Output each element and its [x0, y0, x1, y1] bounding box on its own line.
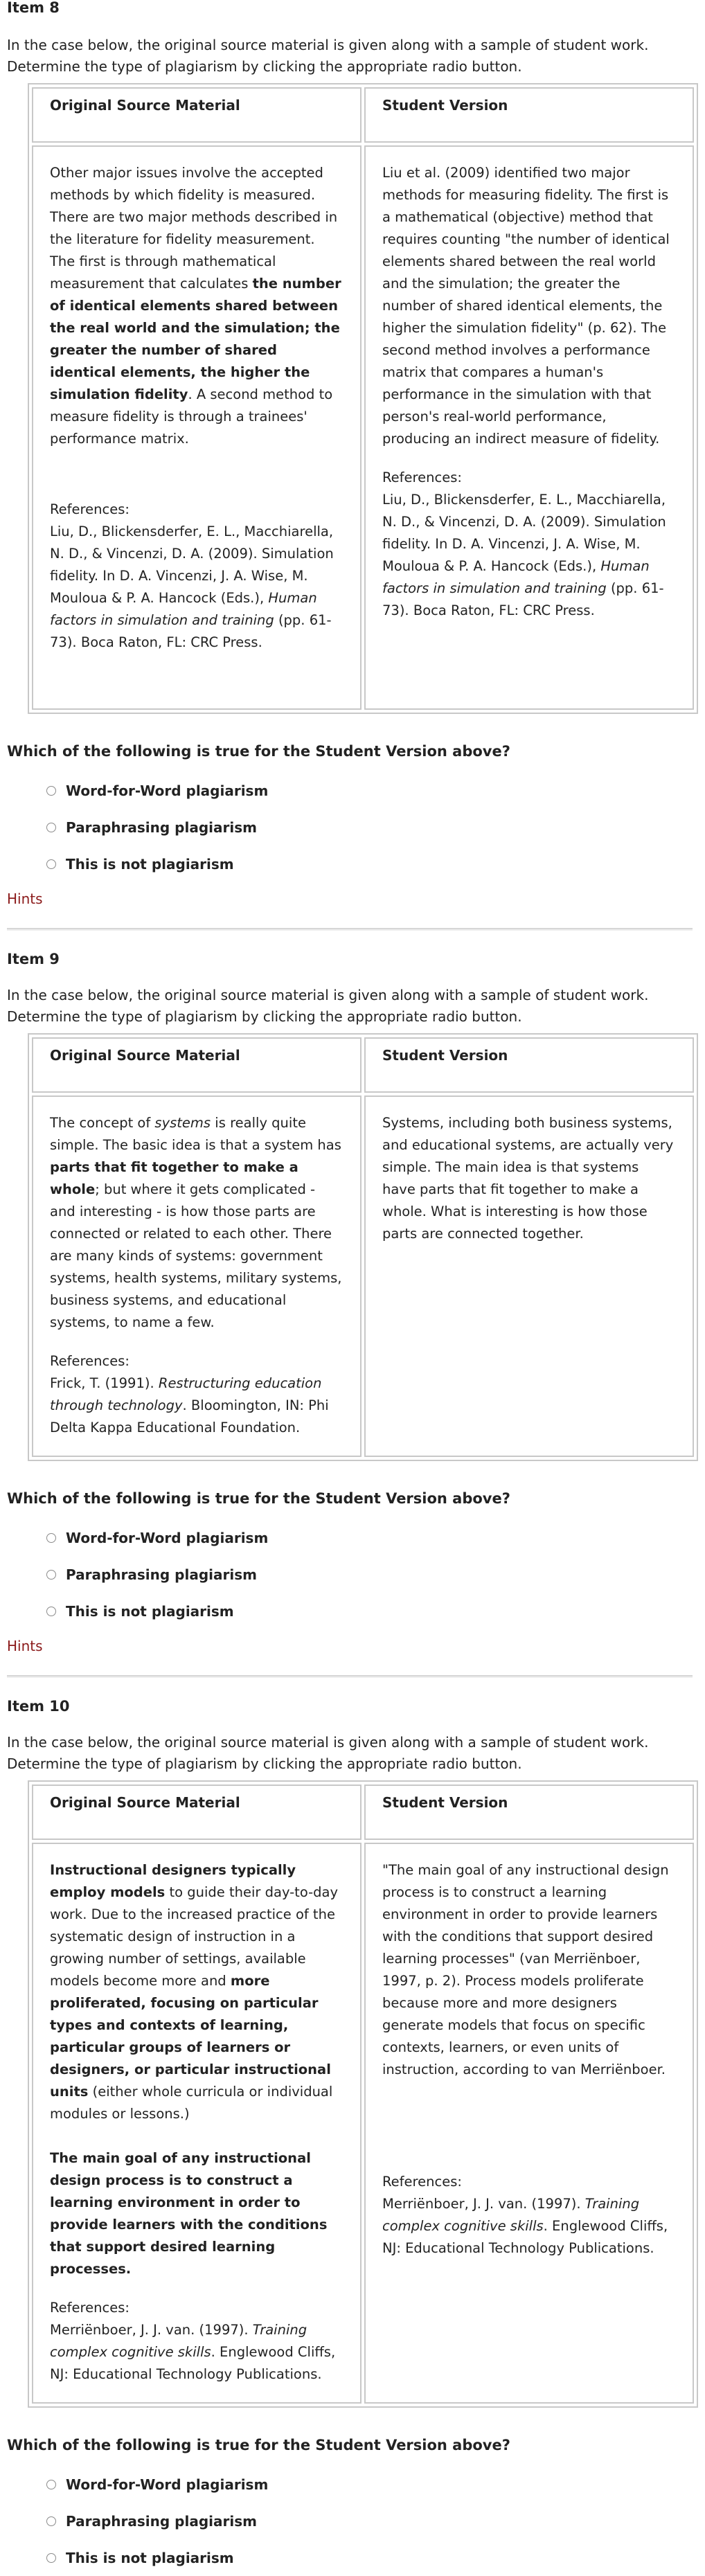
references-label: References:	[50, 2300, 130, 2316]
divider	[7, 928, 693, 931]
reference: Merriënboer, J. J. van. (1997). Training complex cognitive skills. Englewood Cliffs, NJ: Educational Technology Publications.	[382, 2196, 668, 2256]
original-source-cell	[32, 1843, 362, 2404]
reference: Merriënboer, J. J. van. (1997). Training complex cognitive skills. Englewood Cliffs, NJ: Educational Technology Publications.	[50, 2322, 336, 2382]
references-label: References:	[50, 501, 130, 517]
option-paraphrasing[interactable]: Paraphrasing plagiarism	[46, 809, 705, 846]
header-original: Original Source Material	[32, 87, 362, 143]
header-student: Student Version	[364, 1785, 694, 1840]
comparison-table	[28, 1780, 698, 2408]
item-title: Item 8	[7, 0, 60, 16]
reference: Liu, D., Blickensderfer, E. L., Macchiarella, N. D., & Vincenzi, D. A. (2009). Simulation fidelity. In D. A. Vincenzi, J. A. Wise, M. Mouloua & P. A. Hancock (Eds.), Human factors in simulation and training (pp. 61-73). Boca Raton, FL: CRC Press.	[50, 524, 334, 650]
original-text: Other major issues involve the accepted methods by which fidelity is measured. There are two major methods described in the literature for fidelity measurement. The first is through mathematical measurement that calculates the number of identical elements shared between the real world and the simulation; the greater the number of shared identical elements, the higher the simulation fidelity. A second method to measure fidelity is through a trainees' performance matrix.	[50, 165, 341, 447]
answer-options	[46, 772, 705, 882]
instructions: In the case below, the original source material is given along with a sample of student work. Determine the type of plagiarism by clicking the appropriate radio button.	[7, 987, 649, 1025]
option-paraphrasing[interactable]: Paraphrasing plagiarism	[46, 2503, 705, 2539]
item-9	[7, 950, 705, 1678]
divider	[7, 1675, 693, 1678]
item-title: Item 10	[7, 1698, 70, 1715]
item-8	[7, 0, 705, 931]
radio-button[interactable]	[46, 1607, 56, 1616]
original-source-cell	[32, 1095, 362, 1457]
question: Which of the following is true for the Student Version above?	[7, 1490, 510, 1507]
option-paraphrasing[interactable]: Paraphrasing plagiarism	[46, 1556, 705, 1593]
item-title: Item 9	[7, 951, 60, 967]
radio-button[interactable]	[46, 2516, 56, 2526]
student-version-cell	[364, 145, 694, 710]
original-text: The concept of systems is really quite simple. The basic idea is that a system has parts that fit together to make a whole; but where it gets complicated - and interesting - is how those parts are connected or related to each other. There are many kinds of systems: government systems, health systems, military systems, business systems, and educational systems, to name a few.	[50, 1115, 342, 1330]
option-not-plagiarism[interactable]: This is not plagiarism	[46, 2539, 705, 2576]
student-text: Liu et al. (2009) identified two major methods for measuring fidelity. The first is a mathematical (objective) method that requires counting "the number of identical elements shared between the real world and the simulation; the greater the number of shared identical elements, the higher the simulation fidelity" (p. 62). The second method involves a performance matrix that compares a human's performance in the simulation with that person's real-world performance, producing an indirect measure of fidelity.	[382, 165, 670, 447]
option-not-plagiarism[interactable]: This is not plagiarism	[46, 846, 705, 882]
original-source-cell	[32, 145, 362, 710]
reference: Frick, T. (1991). Restructuring education through technology. Bloomington, IN: Phi Delta Kappa Educational Foundation.	[50, 1375, 329, 1435]
question: Which of the following is true for the Student Version above?	[7, 2437, 510, 2453]
original-text-bold: The main goal of any instructional design process is to construct a learning environment in order to provide learners with the conditions that support desired learning processes.	[50, 2150, 328, 2277]
header-original: Original Source Material	[32, 1037, 362, 1093]
reference: Liu, D., Blickensderfer, E. L., Macchiarella, N. D., & Vincenzi, D. A. (2009). Simulation fidelity. In D. A. Vincenzi, J. A. Wise, M. Mouloua & P. A. Hancock (Eds.), Human factors in simulation and training (pp. 61-73). Boca Raton, FL: CRC Press.	[382, 492, 666, 618]
hints-link[interactable]: Hints	[7, 1638, 43, 1654]
question: Which of the following is true for the Student Version above?	[7, 743, 510, 760]
header-original: Original Source Material	[32, 1785, 362, 1840]
comparison-table	[28, 1033, 698, 1461]
radio-button[interactable]	[46, 1533, 56, 1543]
radio-button[interactable]	[46, 859, 56, 869]
option-word-for-word[interactable]: Word-for-Word plagiarism	[46, 772, 705, 809]
original-text: Instructional designers typically employ models to guide their day-to-day work. Due to the increased practice of the systematic design of instruction in a growing number of settings, available models become more and more proliferated, focusing on particular types and contexts of learning, particular groups of learners or designers, or particular instructional units (either whole curricula or individual modules or lessons.)	[50, 1862, 339, 2122]
answer-options	[46, 2466, 705, 2576]
radio-button[interactable]	[46, 823, 56, 832]
radio-button[interactable]	[46, 1570, 56, 1580]
references-label: References:	[382, 469, 462, 485]
header-student: Student Version	[364, 1037, 694, 1093]
instructions: In the case below, the original source material is given along with a sample of student work. Determine the type of plagiarism by clicking the appropriate radio button.	[7, 37, 649, 75]
references-label: References:	[50, 1353, 130, 1369]
radio-button[interactable]	[46, 2553, 56, 2563]
answer-options	[46, 1519, 705, 1629]
student-version-cell	[364, 1095, 694, 1457]
instructions: In the case below, the original source material is given along with a sample of student work. Determine the type of plagiarism by clicking the appropriate radio button.	[7, 1734, 649, 1772]
student-version-cell	[364, 1843, 694, 2404]
option-word-for-word[interactable]: Word-for-Word plagiarism	[46, 1519, 705, 1556]
student-text: Systems, including both business systems, and educational systems, are actually very simple. The main idea is that systems have parts that fit together to make a whole. What is interesting is how those parts are connected together.	[382, 1115, 674, 1242]
option-word-for-word[interactable]: Word-for-Word plagiarism	[46, 2466, 705, 2503]
option-not-plagiarism[interactable]: This is not plagiarism	[46, 1593, 705, 1629]
radio-button[interactable]	[46, 786, 56, 796]
item-10	[7, 1697, 705, 2576]
hints-link[interactable]: Hints	[7, 891, 43, 907]
student-text: "The main goal of any instructional design process is to construct a learning environment in order to provide learners with the conditions that support desired learning processes" (van Merriënboer, 1997, p. 2). Process models proliferate because more and more designers generate models that focus on specific contexts, learners, or even units of instruction, according to van Merriënboer.	[382, 1862, 669, 2077]
radio-button[interactable]	[46, 2480, 56, 2489]
comparison-table	[28, 83, 698, 714]
header-student: Student Version	[364, 87, 694, 143]
references-label: References:	[382, 2174, 462, 2190]
